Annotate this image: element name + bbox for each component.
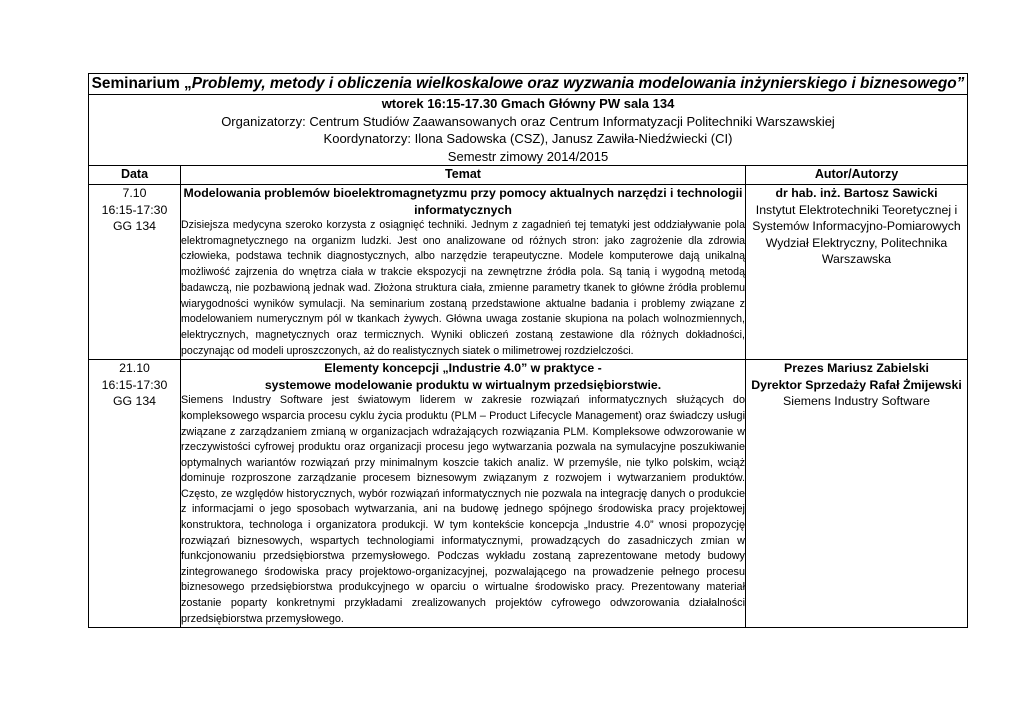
author-role: Dyrektor Sprzedaży Rafał Żmijewski — [751, 377, 962, 392]
title-italic: Problemy, metody i obliczenia wielkoskalowe oraz wyzwania modelowania inżynierskiego i biznesowego” — [191, 75, 965, 92]
organizers-line: Organizatorzy: Centrum Studiów Zaawansowanych oraz Centrum Informatyzacji Politechniki Warszawskiej — [221, 113, 835, 129]
session-room: GG 134 — [112, 394, 157, 409]
topic-cell — [181, 185, 746, 360]
column-header-topic: Temat — [181, 166, 746, 185]
seminar-info — [89, 95, 968, 166]
seminar-title — [89, 74, 968, 95]
topic-title: Elementy koncepcji „Industrie 4.0” w praktyce - — [324, 361, 602, 376]
date-cell — [89, 185, 181, 360]
topic-subtitle: systemowe modelowanie produktu w wirtualnym przedsiębiorstwie. — [264, 377, 662, 392]
topic-description: Siemens Industry Software jest światowym liderem w zakresie rozwiązań informatycznych służących do kompleksowego wsparcia procesu cyklu życia produktu (PLM – Product Lifecycle Management) oraz świadczy usługi związane z zarządzaniem zmianą w organizacjach wdrażających rozwiązania PLM. Kompleksowe odwzorowanie w rzeczywistości cyfrowej produktu oraz organizacji procesu jego wytwarzania pozwala na symulacyjne poszukiwanie optymalnych wariantów rozwiązań przy minimalnym koszcie takich analiz. W przemyśle, nie tylko polskim, wciąż dominuje rozproszone zarządzanie procesem biznesowym związanym z rozwojem i wytwarzaniem produktów. Często, ze względów historycznych, wybór rozwiązań informatycznych nie pozwala na integrację danych o produkcie z informacjami o jego sposobach wytwarzania, ani na budowę jednego spójnego środowiska pracy projektowej konstruktora, technologa i organizatora produkcji. W tym kontekście koncepcja „Industrie 4.0” wnosi propozycję rozwiązań biznesowych, wspartych technologiami informatycznymi, prowadzących do zasadniczych zmian w funkcjonowaniu przedsiębiorstwa przemysłowego. Podczas wykładu zostaną zaprezentowane metody budowy zintegrowanego środowiska pracy projektowo-organizacyjnej, pozwalającego na prowadzenie pełnego procesu biznesowego przedsiębiorstwa produkcyjnego w oparciu o wirtualne środowisko pracy. Prezentowany materiał zostanie poparty konkretnymi przykładami zrealizowanych projektów cyfrowego odwzorowania działalności przedsiębiorstwa przemysłowego. — [181, 394, 745, 625]
topic-description: Dzisiejsza medycyna szeroko korzysta z osiągnięć techniki. Jednym z zagadnień tej tematyki jest oddziaływanie pola elektromagnetycznego na organizm ludzki. Jest ono analizowane od różnych stron: jako zagrożenie dla zdrowia człowieka, podstawa technik diagnostycznych, albo narzędzie terapeutyczne. Modele komputerowe dają unikalną możliwość zajrzenia do wnętrza ciała w trakcie ekspozycji na zewnętrzne źródła pola. Są tanią i wygodną metodą badawczą, nie pozbawioną jednak wad. Złożona struktura ciała, zmienne parametry tkanek to główne źródła problemu wiarygodności wyników symulacji. Na seminarium zostaną przedstawione aktualne badania i problemy związane z modelowaniem numerycznym pól w tkankach żywych. Główna uwaga zostanie skupiona na polach wolnozmiennych, elektrycznych, magnetycznych oraz termicznych. Wyniki obliczeń zostaną zestawione dla różnych dokładności, poczynając od modeli uproszczonych, aż do realistycznych siatek o milimetrowej rozdzielczości. — [181, 219, 745, 357]
table-row — [89, 360, 968, 628]
date-cell — [89, 360, 181, 628]
session-date: 7.10 — [122, 186, 147, 200]
title-prefix: Seminarium „ — [91, 75, 192, 92]
info-row — [89, 95, 968, 166]
author-name: Prezes Mariusz Zabielski — [784, 361, 929, 376]
author-cell — [746, 185, 968, 360]
topic-cell — [181, 360, 746, 628]
title-row — [89, 74, 968, 95]
session-room: GG 134 — [112, 219, 157, 233]
column-header-row — [89, 166, 968, 185]
session-time: 16:15-17:30 — [101, 377, 168, 392]
table-row — [89, 185, 968, 360]
seminar-schedule-table — [88, 73, 968, 628]
semester-line: Semestr zimowy 2014/2015 — [447, 148, 609, 164]
topic-title: Modelowania problemów bioelektromagnetyzmu przy pomocy aktualnych narzędzi i technologii informatycznych — [183, 186, 743, 217]
schedule-line: wtorek 16:15-17.30 Gmach Główny PW sala 134 — [381, 96, 675, 111]
column-header-date: Data — [89, 166, 181, 185]
author-affiliation: Siemens Industry Software — [783, 394, 930, 409]
column-header-author: Autor/Autorzy — [746, 166, 968, 185]
author-affiliation: Instytut Elektrotechniki Teoretycznej i Systemów Informacyjno-Pomiarowych Wydział Elektryczny, Politechnika Warszawska — [752, 202, 961, 266]
session-date: 21.10 — [119, 361, 150, 376]
author-cell — [746, 360, 968, 628]
author-name: dr hab. inż. Bartosz Sawicki — [775, 186, 938, 200]
coordinators-line: Koordynatorzy: Ilona Sadowska (CSZ), Janusz Zawiła-Niedźwiecki (CI) — [323, 131, 733, 146]
session-time: 16:15-17:30 — [101, 202, 168, 217]
